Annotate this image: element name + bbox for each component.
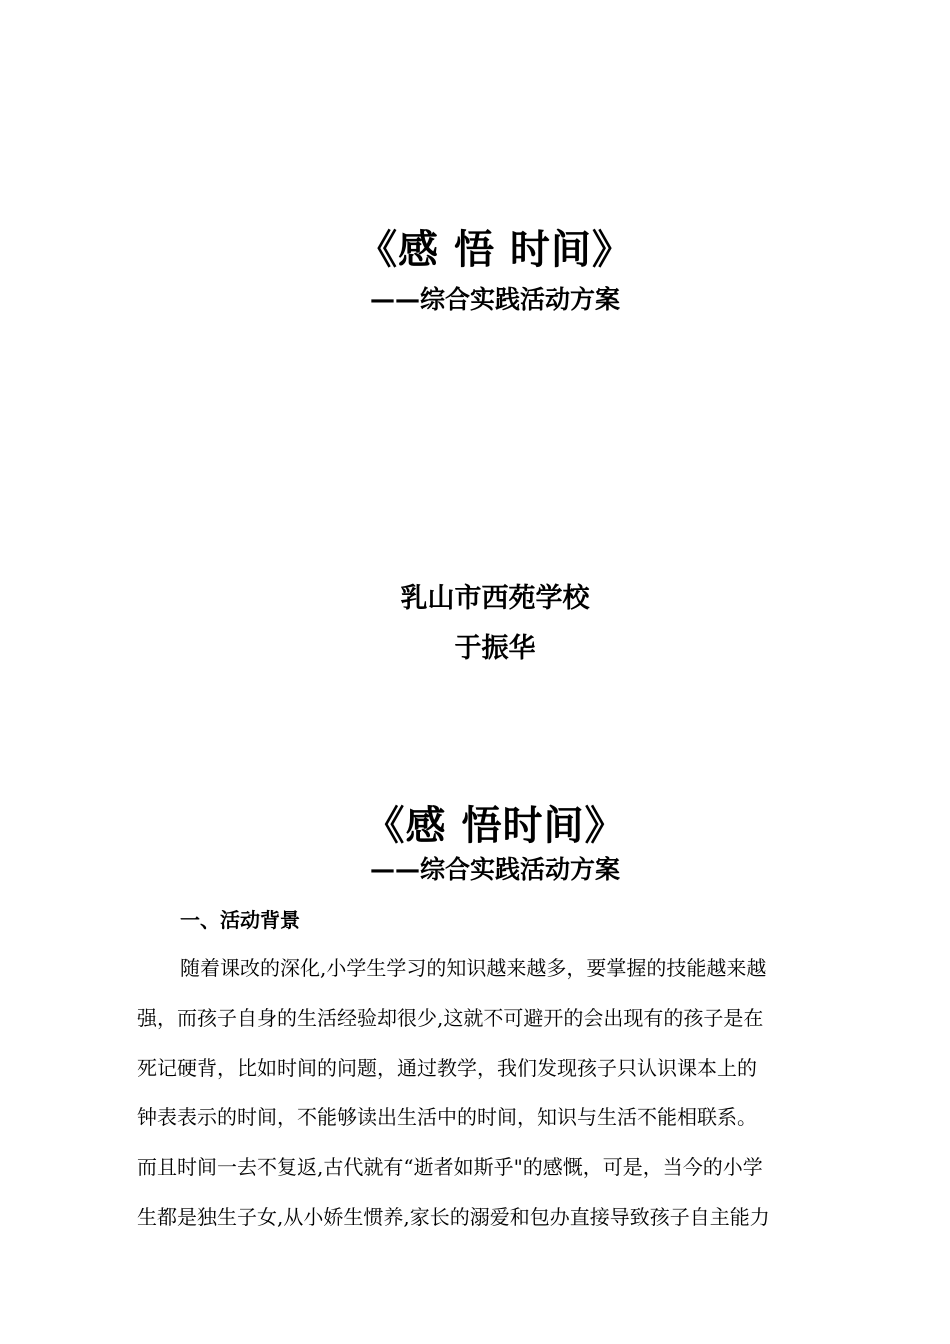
content-title: 《感 悟时间》 [364, 803, 626, 849]
paragraph-line: 钟表表示的时间，不能够读出生活中的时间，知识与生活不能相联系。 [137, 1105, 757, 1129]
paragraph-line: 而且时间一去不复返,古代就有“逝者如斯乎"的感慨，可是，当今的小学 [137, 1155, 763, 1179]
paragraph-line: 生都是独生子女,从小娇生惯养,家长的溺爱和包办直接导致孩子自主能力 [137, 1205, 770, 1229]
cover-subtitle: ——综合实践活动方案 [369, 285, 620, 314]
paragraph-line: 随着课改的深化,小学生学习的知识越来越多，要掌握的技能越来越 [180, 956, 767, 980]
content-subtitle: ——综合实践活动方案 [369, 855, 620, 884]
cover-school: 乳山市西苑学校 [400, 583, 590, 614]
paragraph-line: 死记硬背，比如时间的问题，通过教学，我们发现孩子只认识课本上的 [137, 1056, 757, 1080]
cover-author: 于振华 [454, 633, 536, 664]
section-heading: 一、活动背景 [180, 908, 300, 932]
cover-title: 《感 悟 时间》 [357, 227, 633, 273]
paragraph-line: 强，而孩子自身的生活经验却很少,这就不可避开的会出现有的孩子是在 [137, 1006, 764, 1030]
